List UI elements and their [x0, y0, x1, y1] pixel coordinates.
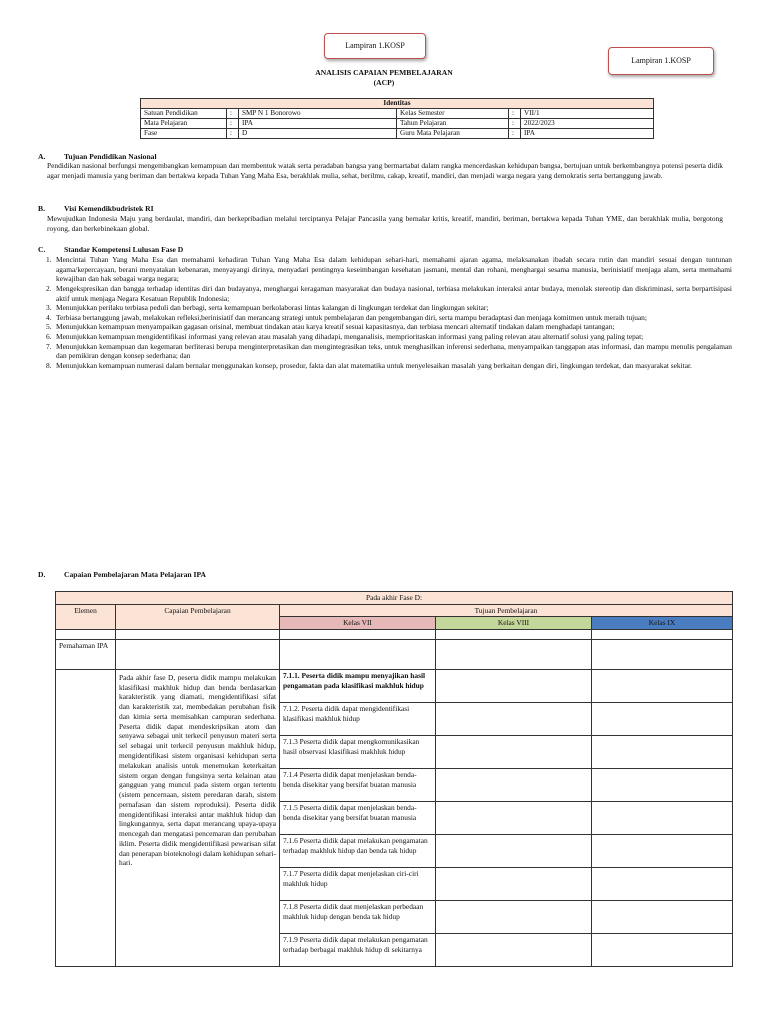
- identity-value: VII/1: [521, 109, 654, 119]
- section-a-text: Pendidikan nasional berfungsi mengembangkan kemampuan dan membentuk watak serta peradaban bangsa yang bermartabat dalam rangka mencerdaskan kehidupan bangsa, bertujuan untuk berkembangnya potensi peserta didik agar menjadi manusia yang beriman dan bertakwa kepada Tuhan Yang Maha Esa, berakhlak mulia, sehat, berilmu, cakap, kreatif, mandiri, dan menjadi warga negara yang demokratis serta bertanggung jawab.: [47, 161, 723, 180]
- identity-value: IPA: [239, 119, 397, 129]
- section-b-letter: B.: [38, 204, 45, 213]
- elemen-cell: Pemahaman IPA: [56, 639, 116, 669]
- identity-label: Mata Pelajaran: [141, 119, 227, 129]
- section-c-letter: C.: [38, 245, 46, 254]
- list-item-number: 1.: [46, 255, 52, 264]
- list-item-number: 6.: [46, 332, 52, 341]
- identity-separator: :: [227, 129, 239, 139]
- document-title: [250, 68, 518, 89]
- col-cp-header: Capaian Pembelajaran: [116, 604, 280, 629]
- competency-list: [47, 255, 732, 371]
- list-item: [46, 341, 732, 361]
- list-item: [46, 255, 732, 284]
- col-elemen-header: Elemen: [56, 604, 116, 629]
- list-item-text: Menunjukkan kemampuan menyampaikan gagasan orisinal, membuat tindakan atau karya kreatif sesuai kapasitasnya, dan terbiasa mencari alternatif tindakan dalam menghadapi tantangan;: [56, 322, 615, 332]
- list-item-number: 3.: [46, 303, 52, 313]
- identity-separator: :: [509, 129, 521, 139]
- tp-cell: 7.1.9 Peserta didik dapat melakukan pengamatan terhadap berbagai makhluk hidup di sekitarnya: [280, 933, 436, 966]
- cp-cell: Pada akhir fase D, peserta didik mampu melakukan klasifikasi makhluk hidup dan benda berdasarkan karakteristik yang diamati, mengidentifikasi sifat dan karakteristik zat, membedakan perubahan fisik dan kimia serta memisahkan campuran sederhana. Peserta didik dapat mendeskripsikan atom dan senyawa sebagai unit terkecil penyusun materi serta sel sebagai unit terkecil penyusun makhluk hidup, mengidentifikasi sistem organisasi kehidupan serta melakukan analisis untuk menemukan keterkaitan sistem organ dengan fungsinya serta kelainan atau gangguan yang muncul pada sistem organ tertentu (sistem pencernaan, sistem peredaran darah, sistem pernafasan dan sistem reproduksi). Peserta didik mengidentifikasi interaksi antar makhluk hidup dan lingkungannya, serta dapat merancang upaya-upaya mencegah dan mengatasi pencemaran dan perubahan iklim. Peserta didik mengidentifikasi pewarisan sifat dan penerapan bioteknologi dalam kehidupan sehari-hari.: [116, 669, 280, 966]
- identity-value: 2022/2023: [521, 119, 654, 129]
- list-item: [46, 332, 732, 342]
- list-item: [46, 360, 732, 371]
- tp-cell: 7.1.2. Peserta didik dapat mengidentifikasi klasifikasi makhluk hidup: [280, 702, 436, 735]
- section-d-letter: D.: [38, 570, 46, 579]
- identity-row: [141, 109, 654, 119]
- list-item-text: Menunjukkan perilaku terbiasa peduli dan berbagi, serta kemampuan berkolaborasi lintas kalangan di lingkungan terdekat dan lingkungan sekitar;: [56, 303, 489, 313]
- section-d-heading: [38, 570, 206, 580]
- document-title-line2: (ACP): [373, 78, 395, 88]
- identity-label: Guru Mata Pelajaran: [397, 129, 509, 139]
- identity-separator: :: [227, 119, 239, 129]
- list-item: [46, 283, 732, 303]
- list-item-text: Mencintai Tuhan Yang Maha Esa dan memahami kehadiran Tuhan Yang Maha Esa dalam kehidupan sehari-hari, memahami ajaran agama, melaksanakan ibadah secara rutin dan mandiri sesuai dengan tuntunan agama/kepercayaan, berani menyatakan kebenaran, menyayangi dirinya, menyadari pentingnya keseimbangan kesehatan jasmani, mental dan rohani, menghargai sesama manusia, berinisiatif menjaga alam, serta memahami kewajiban dan hak sebagai warga negara;: [56, 255, 732, 284]
- list-item-number: 2.: [46, 283, 52, 293]
- lampiran-badge: [324, 33, 426, 59]
- list-item: [46, 322, 732, 332]
- list-item-text: Mengekspresikan dan bangga terhadap identitas diri dan budayanya, menghargai keragaman masyarakat dan budaya nasional, terbiasa melakukan interaksi antar budaya, menolak stereotip dan diskriminasi, serta berpartisipasi aktif untuk menjaga Negara Kesatuan Republik Indonesia;: [56, 283, 732, 303]
- tp-cell: 7.1.3 Peserta didik dapat mengkomunikasikan hasil observasi klasifikasi makhluk hidup: [280, 735, 436, 768]
- cp-table: [55, 591, 733, 967]
- section-d-title: Capaian Pembelajaran Mata Pelajaran IPA: [64, 570, 207, 579]
- section-a-letter: A.: [38, 152, 46, 161]
- list-item: [46, 303, 732, 313]
- identity-label: Tahun Pelajaran: [397, 119, 509, 129]
- identity-table: [140, 98, 654, 139]
- identity-separator: :: [509, 109, 521, 119]
- section-b-text: Mewujudkan Indonesia Maju yang berdaulat, mandiri, dan berkepribadian melalui terciptanya Pelajar Pancasila yang bernalar kritis, kreatif, mandiri, beriman, bertakwa kepada Tuhan YME, dan berakhlak mulia, bergotong royong, dan berkebinekaan global.: [47, 214, 723, 233]
- identity-separator: :: [227, 109, 239, 119]
- section-b-heading: [38, 204, 154, 214]
- list-item: [46, 312, 732, 323]
- col-tp-header: Tujuan Pembelajaran: [280, 604, 733, 617]
- identity-label: Fase: [141, 129, 227, 139]
- section-c-title: Standar Kompetensi Lulusan Fase D: [64, 245, 184, 254]
- list-item-text: Terbiasa bertanggung jawab, melakukan refleksi,berinisiatif dan merancang strategi untuk pembelajaran dan pengembangan diri, serta mampu beradaptasi dan menjaga komitmen untuk meraih tujuan;: [56, 312, 647, 322]
- document-title-line1: ANALISIS CAPAIAN PEMBELAJARAN: [315, 68, 453, 77]
- list-item-text: Menunjukkan kemampuan numerasi dalam bernalar menggunakan konsep, prosedur, fakta dan alat matematika untuk menyelesaikan masalah yang berkaitan dengan diri, lingkungan terdekat, dan masyarakat sekitar.: [56, 360, 692, 370]
- tp-cell: 7.1.7 Peserta didik dapat menjelaskan ciri-ciri makhluk hidup: [280, 867, 436, 900]
- identity-value: D: [239, 129, 397, 139]
- lampiran-badge-label: Lampiran 1.KOSP: [345, 40, 405, 50]
- list-item-number: 4.: [46, 312, 52, 322]
- lampiran-badge-secondary-label: Lampiran 1.KOSP: [631, 55, 691, 65]
- tp-cell: 7.1.4 Peserta didik dapat menjelaskan benda-benda disekitar yang bersifat buatan manusia: [280, 768, 436, 801]
- list-item-number: 8.: [46, 360, 52, 370]
- fase-header: Pada akhir Fase D:: [56, 592, 733, 605]
- identity-label: Satuan Pendidikan: [141, 109, 227, 119]
- section-a-title: Tujuan Pendidikan Nasional: [64, 152, 157, 161]
- list-item-text: Menunjukkan kemampuan dan kegemaran berliterasi berupa menginterpretasikan dan mengintegrasikan teks, untuk menghasilkan inferensi sederhana, menyampaikan tanggapan atas informasi, dan mampu menulis pengalaman dan pemikiran dengan konsep sederhana; dan: [56, 341, 732, 361]
- tp-cell: 7.1.6 Peserta didik dapat melakukan pengamatan terhadap makhluk hidup dan benda tak hidup: [280, 834, 436, 867]
- identity-row: [141, 119, 654, 129]
- lampiran-badge-secondary: [608, 47, 714, 75]
- identity-header: Identitas: [141, 99, 654, 109]
- identity-label: Kelas Semester: [397, 109, 509, 119]
- list-item-number: 7.: [46, 341, 52, 351]
- section-c-heading: [38, 245, 183, 255]
- tp-cell: 7.1.1. Peserta didik mampu menyajikan hasil pengamatan pada klasifikasi makhluk hidup: [280, 669, 436, 702]
- identity-value: SMP N 1 Bonorowo: [239, 109, 397, 119]
- tp-cell: 7.1.8 Peserta didik daat menjelaskan perbedaan makhluk hidup dengan benda tak hidup: [280, 900, 436, 933]
- kelas-viii-header: Kelas VIII: [436, 617, 592, 630]
- identity-row: [141, 129, 654, 139]
- kelas-vii-header: Kelas VII: [280, 617, 436, 630]
- kelas-ix-header: Kelas IX: [592, 617, 733, 630]
- list-item-number: 5.: [46, 322, 52, 332]
- list-item-text: Menunjukkan kemampuan mengidentifikasi informasi yang relevan atau masalah yang dihadapi, menganalisis, memprioritaskan informasi yang paling relevan atau alternatif solusi yang paling tepat;: [56, 332, 644, 341]
- identity-value: IPA: [521, 129, 654, 139]
- table-row: [56, 669, 733, 702]
- tp-cell: 7.1.5 Peserta didik dapat menjelaskan benda-benda disekitar yang bersifat buatan manusia: [280, 801, 436, 834]
- section-b-title: Visi Kemendikbudristek RI: [64, 204, 154, 213]
- identity-separator: :: [509, 119, 521, 129]
